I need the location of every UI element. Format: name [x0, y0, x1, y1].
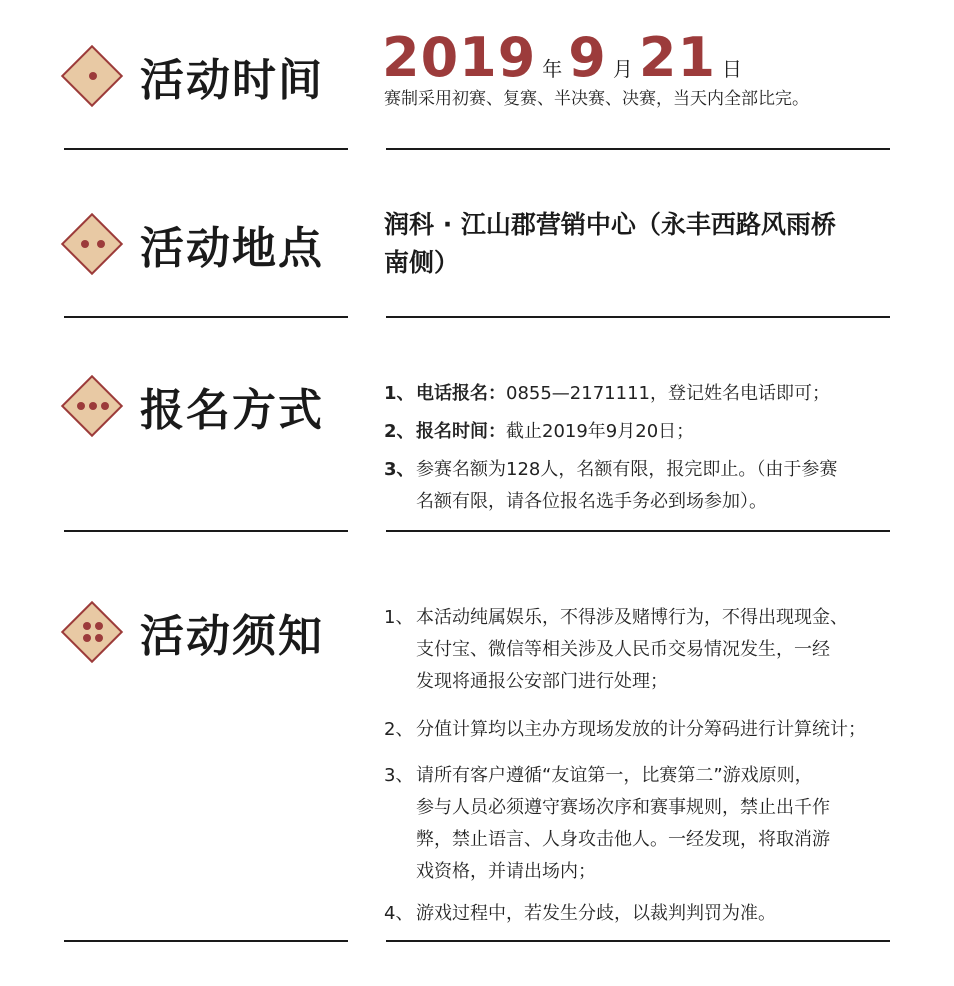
- notice-item: [384, 760, 944, 888]
- dot: [101, 402, 109, 410]
- dot: [97, 240, 105, 248]
- item-label: 电话报名：: [416, 383, 506, 404]
- place-line-2: 南侧）: [384, 248, 460, 277]
- time-description: 赛制采用初赛、复赛、半决赛、决赛，当天内全部比完。: [384, 89, 809, 109]
- item-number: 2、: [384, 421, 415, 442]
- divider: [386, 148, 890, 150]
- signup-item: [384, 454, 924, 518]
- section-title-notice: 活动须知: [140, 611, 324, 662]
- item-text: 弊，禁止语言、人身攻击他人。一经发现，将取消游: [416, 829, 830, 850]
- item-number: 2、: [384, 719, 414, 740]
- item-text: 请所有客户遵循“友谊第一，比赛第二”游戏原则，: [416, 765, 813, 786]
- divider: [386, 530, 890, 532]
- divider: [64, 940, 348, 942]
- event-place: [384, 206, 884, 282]
- dot: [81, 240, 89, 248]
- divider: [64, 316, 348, 318]
- dot: [83, 622, 91, 630]
- dot: [83, 634, 91, 642]
- item-text: 名额有限，请各位报名选手务必到场参加）。: [416, 491, 767, 512]
- item-text: 0855—2171111，登记姓名电话即可；: [506, 383, 830, 404]
- divider: [64, 530, 348, 532]
- item-text: 支付宝、微信等相关涉及人民币交易情况发生，一经: [416, 639, 830, 660]
- date-year-unit: 年: [542, 57, 563, 81]
- date-day-unit: 日: [722, 57, 743, 81]
- dot: [95, 634, 103, 642]
- item-text: 分值计算均以主办方现场发放的计分筹码进行计算统计；: [416, 719, 866, 740]
- notice-item: [384, 898, 776, 930]
- item-label: 报名时间：: [416, 421, 506, 442]
- section-title-place: 活动地点: [140, 223, 324, 274]
- item-number: 1、: [384, 607, 414, 628]
- place-line-1: 润科 · 江山郡营销中心（永丰西路风雨桥: [384, 210, 836, 239]
- signup-item: [384, 416, 694, 448]
- item-text: 截止2019年9月20日；: [506, 421, 695, 442]
- signup-item: [384, 378, 830, 410]
- divider: [386, 940, 890, 942]
- item-text: 参与人员必须遵守赛场次序和赛事规则，禁止出千作: [416, 797, 830, 818]
- item-text: 参赛名额为128人，名额有限，报完即止。（由于参赛: [416, 459, 838, 480]
- divider: [386, 316, 890, 318]
- date-month: 9: [568, 26, 607, 89]
- date-day: 21: [638, 26, 717, 89]
- dot: [95, 622, 103, 630]
- item-number: 1、: [384, 383, 415, 404]
- dot: [89, 402, 97, 410]
- dot: [77, 402, 85, 410]
- date-year: 2019: [382, 26, 537, 89]
- item-number: 4、: [384, 903, 414, 924]
- diamond-two-dot-icon: [61, 213, 123, 275]
- item-text: 游戏过程中，若发生分歧，以裁判判罚为准。: [416, 903, 776, 924]
- item-number: 3、: [384, 459, 415, 480]
- section-title-signup: 报名方式: [140, 385, 324, 436]
- item-text: 本活动纯属娱乐，不得涉及赌博行为，不得出现现金、: [416, 607, 848, 628]
- section-title-time: 活动时间: [140, 55, 324, 106]
- notice-item: [384, 602, 944, 698]
- item-number: 3、: [384, 765, 414, 786]
- event-date: [382, 26, 748, 89]
- dot: [89, 72, 97, 80]
- item-text: 戏资格，并请出场内；: [416, 861, 596, 882]
- item-text: 发现将通报公安部门进行处理；: [416, 671, 668, 692]
- diamond-four-dot-icon: [61, 601, 123, 663]
- date-month-unit: 月: [612, 57, 633, 81]
- notice-item: [384, 714, 866, 746]
- divider: [64, 148, 348, 150]
